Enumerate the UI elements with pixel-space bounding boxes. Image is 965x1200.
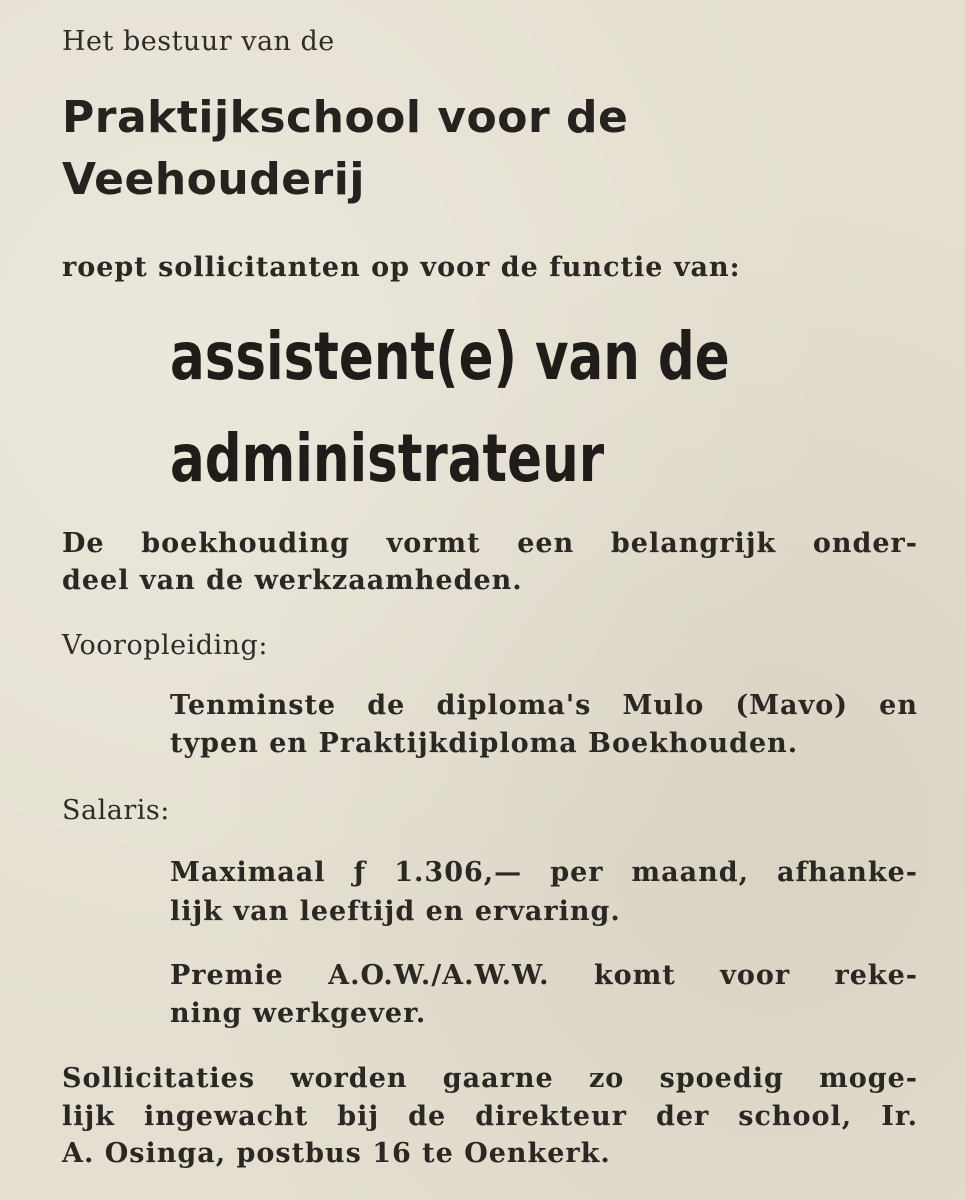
applications-line1: Sollicitaties worden gaarne zo spoedig moge- bbox=[62, 1063, 918, 1094]
applications-line3: A. Osinga, postbus 16 te Oenkerk. bbox=[62, 1138, 611, 1169]
position-title-line2: administrateur bbox=[170, 420, 605, 497]
salary-line2: lijk van leeftijd en ervaring. bbox=[170, 896, 621, 927]
position-title-line1: assistent(e) van de bbox=[170, 318, 730, 395]
call-for-applicants: roept sollicitanten op voor de functie van: bbox=[62, 252, 741, 283]
applications-line2: lijk ingewacht bij de direkteur der school, Ir. bbox=[62, 1101, 918, 1132]
description-line1: De boekhouding vormt een belangrijk onder- bbox=[62, 528, 918, 559]
salary-line1: Maximaal ƒ 1.306,— per maand, afhanke- bbox=[170, 857, 918, 888]
education-line1: Tenminste de diploma's Mulo (Mavo) en bbox=[170, 690, 918, 721]
school-name-line2: Veehouderij bbox=[62, 154, 365, 205]
premium-line1: Premie A.O.W./A.W.W. komt voor reke- bbox=[170, 960, 918, 991]
description-line2: deel van de werkzaamheden. bbox=[62, 565, 523, 596]
intro-text: Het bestuur van de bbox=[62, 26, 335, 57]
school-name-line1: Praktijkschool voor de bbox=[62, 92, 629, 143]
education-label: Vooropleiding: bbox=[62, 630, 268, 661]
salary-label: Salaris: bbox=[62, 795, 170, 826]
premium-line2: ning werkgever. bbox=[170, 998, 427, 1029]
education-line2: typen en Praktijkdiploma Boekhouden. bbox=[170, 728, 799, 759]
